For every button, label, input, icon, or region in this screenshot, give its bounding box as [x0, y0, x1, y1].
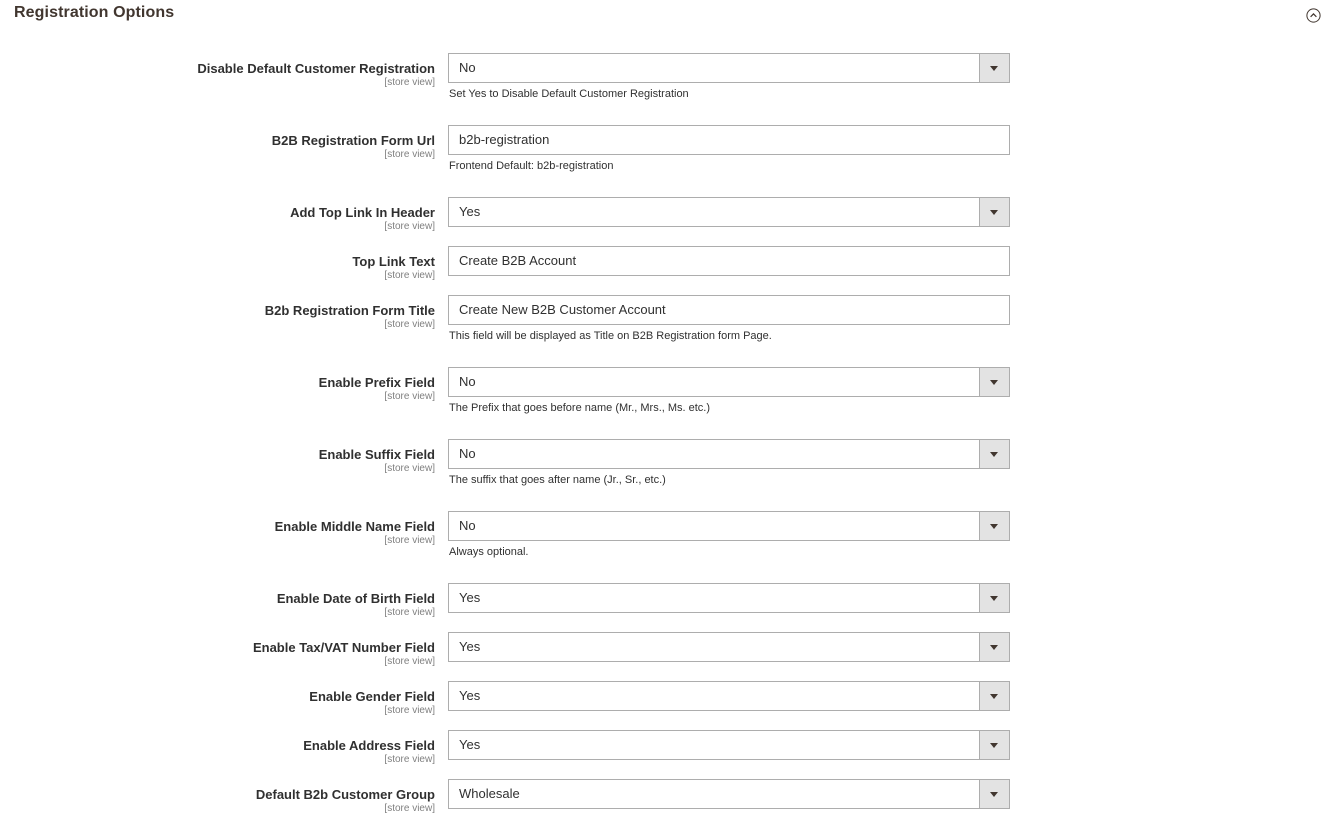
scope-label: [store view] [384, 221, 435, 232]
select-value: No [459, 374, 476, 389]
scope-label: [store view] [384, 656, 435, 667]
caret-down-icon[interactable] [979, 633, 1009, 661]
select-value: No [459, 446, 476, 461]
field-note: This field will be displayed as Title on B2B Registration form Page. [449, 330, 772, 342]
b2b-form-url-input[interactable] [448, 125, 1010, 155]
field-label-block [352, 254, 435, 282]
field-label-block [290, 205, 435, 233]
select-value: Yes [459, 204, 481, 219]
field-label-block [197, 61, 435, 89]
caret-down-icon[interactable] [979, 780, 1009, 808]
field-label: Enable Suffix Field [318, 447, 435, 462]
disable-default-registration-select[interactable] [448, 53, 1010, 83]
chevron-up-circle-icon[interactable] [1306, 8, 1321, 23]
caret-down-icon[interactable] [979, 54, 1009, 82]
field-label-block [256, 787, 435, 815]
scope-label: [store view] [384, 754, 435, 765]
caret-down-icon[interactable] [979, 198, 1009, 226]
add-top-link-select[interactable] [448, 197, 1010, 227]
section-title[interactable]: Registration Options [14, 4, 175, 21]
select-value: No [459, 60, 476, 75]
field-label-block [275, 519, 435, 547]
field-label: Add Top Link In Header [290, 205, 435, 220]
scope-label: [store view] [384, 463, 435, 474]
select-value: Yes [459, 639, 481, 654]
date-of-birth-select[interactable] [448, 583, 1010, 613]
prefix-field-select[interactable] [448, 367, 1010, 397]
caret-down-icon[interactable] [979, 512, 1009, 540]
field-label: B2b Registration Form Title [264, 303, 435, 318]
field-label-block [272, 133, 435, 161]
top-link-text-input[interactable] [448, 246, 1010, 276]
field-label-block [309, 689, 435, 717]
customer-group-select[interactable] [448, 779, 1010, 809]
scope-label: [store view] [384, 319, 435, 330]
field-label-block [303, 738, 435, 766]
field-label: Enable Address Field [303, 738, 435, 753]
field-label: Enable Date of Birth Field [276, 591, 435, 606]
form-title-input[interactable] [448, 295, 1010, 325]
field-label: B2B Registration Form Url [271, 133, 435, 148]
select-value: Yes [459, 590, 481, 605]
scope-label: [store view] [384, 270, 435, 281]
scope-label: [store view] [384, 607, 435, 618]
select-value: Wholesale [459, 786, 520, 801]
caret-down-icon[interactable] [979, 584, 1009, 612]
field-note: Frontend Default: b2b-registration [449, 160, 614, 172]
caret-down-icon[interactable] [979, 731, 1009, 759]
input-value: Create New B2B Customer Account [459, 302, 666, 317]
field-label: Enable Gender Field [309, 689, 435, 704]
field-note: The suffix that goes after name (Jr., Sr., etc.) [449, 474, 666, 486]
field-label-block [319, 375, 435, 403]
field-note: Always optional. [449, 546, 529, 558]
caret-down-icon[interactable] [979, 682, 1009, 710]
suffix-field-select[interactable] [448, 439, 1010, 469]
select-value: Yes [459, 737, 481, 752]
section-header [0, 0, 1331, 30]
field-label: Default B2b Customer Group [255, 787, 435, 802]
scope-label: [store view] [384, 803, 435, 814]
field-label: Disable Default Customer Registration [197, 61, 435, 76]
caret-down-icon[interactable] [979, 440, 1009, 468]
address-select[interactable] [448, 730, 1010, 760]
field-label: Top Link Text [352, 254, 435, 269]
scope-label: [store view] [384, 149, 435, 160]
select-value: Yes [459, 688, 481, 703]
field-label: Enable Middle Name Field [274, 519, 435, 534]
input-value: b2b-registration [459, 132, 550, 147]
field-label-block [253, 640, 435, 668]
caret-down-icon[interactable] [979, 368, 1009, 396]
scope-label: [store view] [384, 77, 435, 88]
field-label-block [319, 447, 435, 475]
scope-label: [store view] [384, 705, 435, 716]
input-value: Create B2B Account [459, 253, 577, 268]
scope-label: [store view] [384, 391, 435, 402]
middle-name-select[interactable] [448, 511, 1010, 541]
field-label-block [277, 591, 435, 619]
select-value: No [459, 518, 476, 533]
field-label: Enable Prefix Field [318, 375, 435, 390]
gender-select[interactable] [448, 681, 1010, 711]
field-note: Set Yes to Disable Default Customer Registration [449, 88, 689, 100]
scope-label: [store view] [384, 535, 435, 546]
field-label: Enable Tax/VAT Number Field [252, 640, 435, 655]
field-label-block [265, 303, 435, 331]
tax-vat-select[interactable] [448, 632, 1010, 662]
field-note: The Prefix that goes before name (Mr., Mrs., Ms. etc.) [449, 402, 711, 414]
